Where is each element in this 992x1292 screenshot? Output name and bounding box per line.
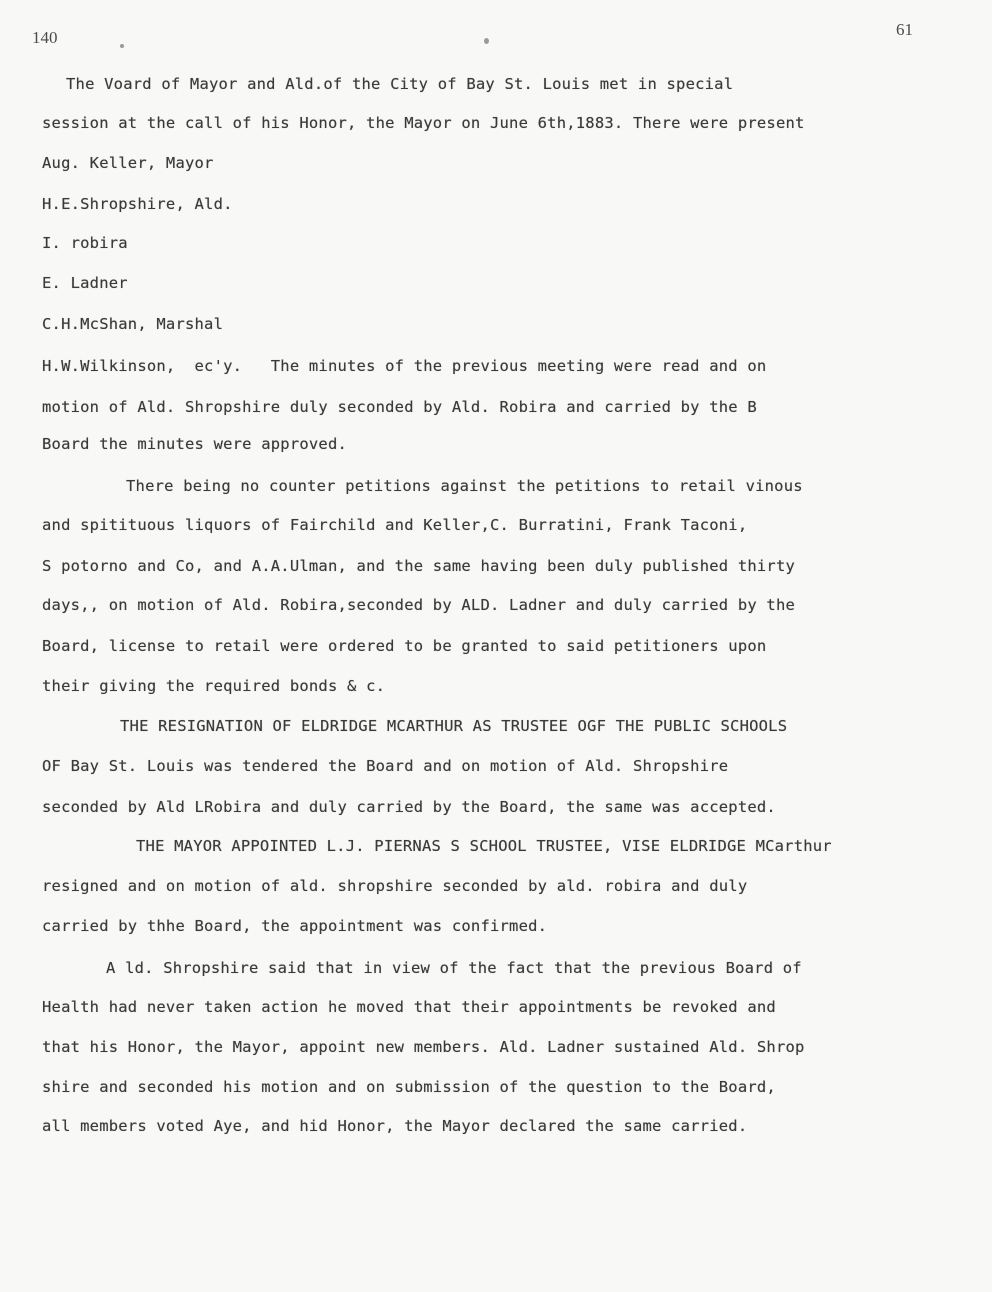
ink-speck [120,44,124,48]
right-page-number: 61 [896,20,913,39]
text-line: seconded by Ald LRobira and duly carried by the Board, the same was accepted. [42,798,776,816]
text-line: Board the minutes were approved. [42,435,348,453]
text-line: H.E.Shropshire, Ald. [42,195,233,213]
text-line: days,, on motion of Ald. Robira,seconded by ALD. Ladner and duly carried by the [42,596,796,614]
text-line: OF Bay St. Louis was tendered the Board and on motion of Ald. Shropshire [42,757,729,775]
text-line: their giving the required bonds & c. [42,677,386,695]
text-line: There being no counter petitions against the petitions to retail vinous [126,477,803,495]
text-line: S potorno and Co, and A.A.Ulman, and the same having been duly published thirty [42,557,796,575]
text-line: carried by thhe Board, the appointment was confirmed. [42,917,548,935]
text-line: THE RESIGNATION OF ELDRIDGE MCARTHUR AS TRUSTEE OGF THE PUBLIC SCHOOLS [120,717,788,735]
text-line: motion of Ald. Shropshire duly seconded by Ald. Robira and carried by the B [42,398,757,416]
text-line: H.W.Wilkinson, ec'y. The minutes of the previous meeting were read and on [42,357,767,375]
text-line: all members voted Aye, and hid Honor, the Mayor declared the same carried. [42,1117,748,1135]
text-line: I. robira [42,234,128,252]
text-line: THE MAYOR APPOINTED L.J. PIERNAS S SCHOOL TRUSTEE, VISE ELDRIDGE MCarthur [136,837,832,855]
text-line: The Voard of Mayor and Ald.of the City of Bay St. Louis met in special [66,75,734,93]
text-line: E. Ladner [42,274,128,292]
text-line: Board, license to retail were ordered to be granted to said petitioners upon [42,637,767,655]
text-line: shire and seconded his motion and on submission of the question to the Board, [42,1078,776,1096]
text-line: resigned and on motion of ald. shropshire seconded by ald. robira and duly [42,877,748,895]
ink-speck [484,38,489,44]
text-line: Aug. Keller, Mayor [42,154,214,172]
text-line: A ld. Shropshire said that in view of the fact that the previous Board of [106,959,802,977]
text-line: and spitituous liquors of Fairchild and Keller,C. Burratini, Frank Taconi, [42,516,748,534]
text-line: that his Honor, the Mayor, appoint new members. Ald. Ladner sustained Ald. Shrop [42,1038,805,1056]
text-line: C.H.McShan, Marshal [42,315,224,333]
left-page-number: 140 [32,28,58,47]
text-line: Health had never taken action he moved that their appointments be revoked and [42,998,776,1016]
text-line: session at the call of his Honor, the Mayor on June 6th,1883. There were present [42,114,805,132]
